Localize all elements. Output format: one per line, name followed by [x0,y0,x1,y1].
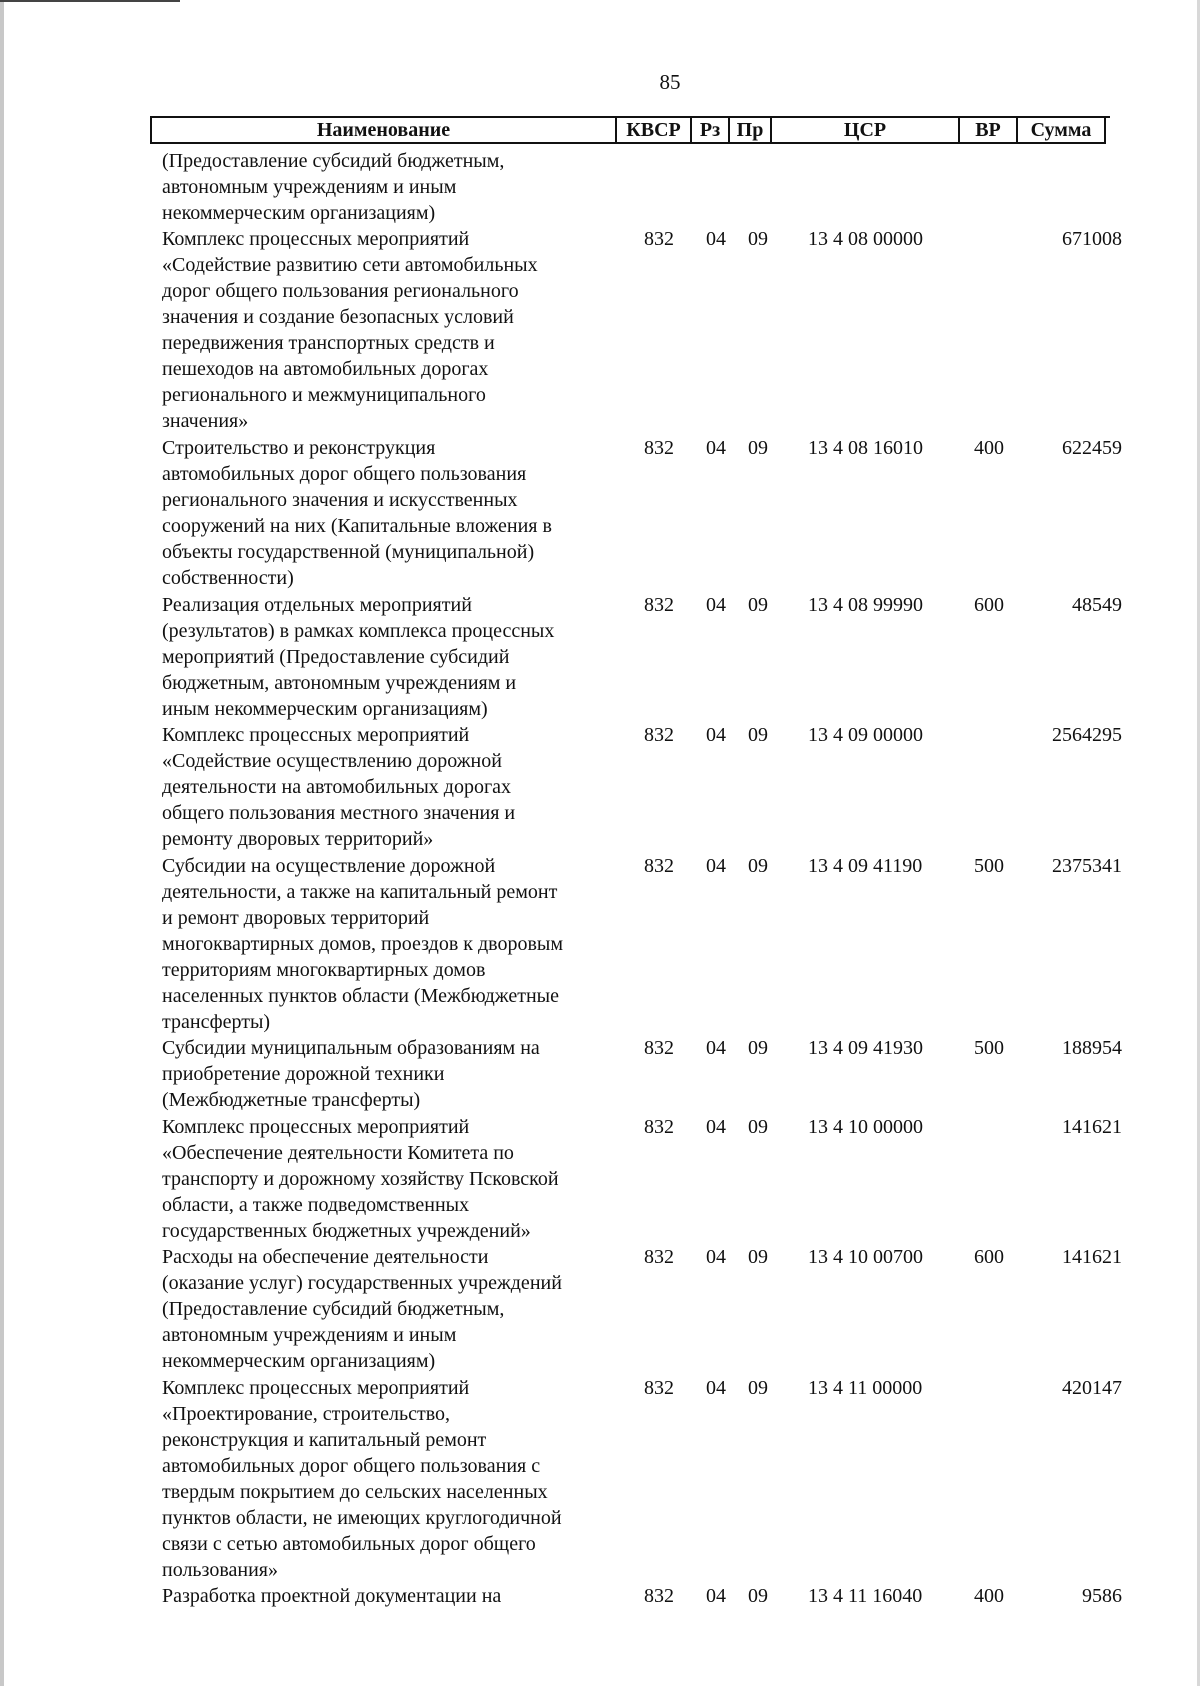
row-name-line: Расходы на обеспечение деятельности [162,1246,489,1269]
row-kvsr: 832 [644,1246,674,1269]
row-name-line: Реализация отдельных мероприятий [162,593,472,616]
row-name-line: мероприятий (Предоставление субсидий [162,645,510,668]
row-name [162,722,617,852]
row-kvsr: 832 [644,1115,674,1138]
row-name-line: (Предоставление субсидий бюджетным, [162,1298,505,1321]
row-vr: 500 [974,854,1004,877]
table-row [0,1035,1200,1113]
row-name-line: реконструкция и капитальный ремонт [162,1428,487,1451]
row-name-line: «Проектирование, строительство, [162,1402,451,1425]
row-name [162,435,617,591]
row-pr: 09 [748,724,768,747]
table-row [0,1583,1200,1609]
row-csr: 13 4 08 99990 [808,593,923,616]
row-name-line: объекты государственной (муниципальной) [162,541,535,564]
row-name-line: общего пользования местного значения и [162,802,516,825]
row-name-line: приобретение дорожной техники [162,1063,445,1086]
row-name-line: бюджетным, автономным учреждениям и [162,671,517,694]
row-name-line: автомобильных дорог общего пользования [162,463,527,486]
row-name-line: ремонту дворовых территорий» [162,828,434,851]
row-name [162,226,617,434]
row-name-line: автономным учреждениям и иным [162,176,457,198]
row-name-line: (Предоставление субсидий бюджетным, [162,150,505,172]
row-name-line: государственных бюджетных учреждений» [162,1219,531,1242]
table-row [0,1244,1200,1375]
row-csr: 13 4 11 00000 [808,1376,923,1399]
row-name [162,853,617,1035]
row-csr: 13 4 10 00700 [808,1246,923,1269]
row-sum: 141621 [1062,1246,1122,1269]
row-sum: 188954 [1062,1037,1122,1060]
row-rz: 04 [706,1585,726,1608]
row-name-line: Комплекс процессных мероприятий [162,724,470,747]
table-body [0,148,1200,1610]
row-pr: 09 [748,1115,768,1138]
row-name-line: «Содействие осуществлению дорожной [162,750,502,773]
row-pr: 09 [748,854,768,877]
row-name-line: Разработка проектной документации на [162,1585,502,1608]
row-kvsr: 832 [644,1037,674,1060]
row-sum: 622459 [1062,437,1122,460]
row-name-line: некоммерческим организациям) [162,1350,436,1373]
row-csr: 13 4 09 00000 [808,724,923,747]
row-vr: 600 [974,1246,1004,1269]
row-pr: 09 [748,228,768,251]
row-name-line: (оказание услуг) государственных учреждений [162,1272,562,1295]
row-name-line: территориям многоквартирных домов [162,958,486,981]
row-name-line: транспорту и дорожному хозяйству Псковской [162,1167,559,1190]
row-pr: 09 [748,1037,768,1060]
row-vr: 600 [974,593,1004,616]
row-rz: 04 [706,1037,726,1060]
row-vr: 500 [974,1037,1004,1060]
row-name-line: населенных пунктов области (Межбюджетные [162,984,559,1007]
row-rz: 04 [706,854,726,877]
row-sum: 2564295 [1052,724,1122,747]
row-pr: 09 [748,1585,768,1608]
row-pr: 09 [748,437,768,460]
row-csr: 13 4 11 16040 [808,1585,923,1608]
row-name [162,148,617,226]
row-name-line: значения и создание безопасных условий [162,306,514,329]
row-name-line: пешеходов на автомобильных дорогах [162,358,489,381]
row-csr: 13 4 08 00000 [808,228,923,251]
row-name-line: многоквартирных домов, проездов к дворовым [162,932,564,955]
row-kvsr: 832 [644,593,674,616]
row-vr: 400 [974,1585,1004,1608]
row-rz: 04 [706,1246,726,1269]
row-name-line: значения» [162,410,249,433]
row-name-line: «Обеспечение деятельности Комитета по [162,1141,514,1164]
table-row [0,722,1200,853]
row-kvsr: 832 [644,1585,674,1608]
row-rz: 04 [706,1376,726,1399]
row-rz: 04 [706,228,726,251]
row-rz: 04 [706,724,726,747]
table-row [0,148,1200,226]
row-name-line: регионального значения и искусственных [162,489,518,512]
table-row [0,592,1200,723]
header-csr: ЦСР [770,118,960,144]
row-name-line: передвижения транспортных средств и [162,332,495,355]
row-name-line: Комплекс процессных мероприятий [162,1376,470,1399]
row-csr: 13 4 10 00000 [808,1115,923,1138]
row-sum: 2375341 [1052,854,1122,877]
row-sum: 671008 [1062,228,1122,251]
row-name [162,1035,617,1113]
row-kvsr: 832 [644,437,674,460]
table-row [0,226,1200,435]
table-row [0,1375,1200,1584]
row-pr: 09 [748,1246,768,1269]
row-csr: 13 4 09 41930 [808,1037,923,1060]
row-name-line: деятельности на автомобильных дорогах [162,776,512,799]
row-name-line: иным некоммерческим организациям) [162,697,488,720]
header-rz: Рз [690,118,730,144]
header-name: Наименование [150,118,617,144]
row-name-line: связи с сетью автомобильных дорог общего [162,1532,536,1555]
table-header [150,116,1110,144]
row-vr: 400 [974,437,1004,460]
row-name-line: и ремонт дворовых территорий [162,906,430,929]
row-kvsr: 832 [644,724,674,747]
row-name-line: собственности) [162,567,294,590]
row-rz: 04 [706,593,726,616]
row-name-line: регионального и межмуниципального [162,384,486,407]
row-name-line: некоммерческим организациям) [162,202,436,224]
scan-top-line [0,0,180,2]
row-name-line: Комплекс процессных мероприятий [162,228,470,251]
table-row [0,435,1200,592]
page-number: 85 [659,70,681,94]
row-sum: 9586 [1082,1585,1122,1608]
row-name-line: Комплекс процессных мероприятий [162,1115,470,1138]
row-name [162,592,617,722]
table-row [0,853,1200,1036]
row-rz: 04 [706,1115,726,1138]
row-name [162,1583,617,1609]
row-name-line: Субсидии муниципальным образованиям на [162,1037,540,1060]
row-sum: 141621 [1062,1115,1122,1138]
row-kvsr: 832 [644,854,674,877]
row-name-line: автономным учреждениям и иным [162,1324,457,1347]
row-name-line: Субсидии на осуществление дорожной [162,854,496,877]
row-pr: 09 [748,1376,768,1399]
row-name [162,1114,617,1244]
row-kvsr: 832 [644,1376,674,1399]
row-name-line: автомобильных дорог общего пользования с [162,1454,541,1477]
header-pr: Пр [728,118,772,144]
row-csr: 13 4 08 16010 [808,437,923,460]
row-name-line: Строительство и реконструкция [162,437,436,460]
row-name-line: деятельности, а также на капитальный ремонт [162,880,558,903]
row-sum: 48549 [1072,593,1122,616]
header-kvsr: КВСР [615,118,692,144]
row-name-line: (результатов) в рамках комплекса процессных [162,619,555,642]
row-kvsr: 832 [644,228,674,251]
row-name [162,1375,617,1583]
row-name-line: дорог общего пользования регионального [162,280,519,303]
row-name [162,1244,617,1374]
header-vr: ВР [958,118,1018,144]
header-sum: Сумма [1016,118,1106,144]
row-rz: 04 [706,437,726,460]
row-name-line: твердым покрытием до сельских населенных [162,1480,548,1503]
row-csr: 13 4 09 41190 [808,854,923,877]
row-name-line: «Содействие развитию сети автомобильных [162,254,538,277]
row-name-line: области, а также подведомственных [162,1193,470,1216]
row-name-line: сооружений на них (Капитальные вложения в [162,515,552,538]
row-sum: 420147 [1062,1376,1122,1399]
table-row [0,1114,1200,1245]
row-pr: 09 [748,593,768,616]
row-name-line: пользования» [162,1558,278,1581]
row-name-line: (Межбюджетные трансферты) [162,1089,421,1112]
row-name-line: пунктов области, не имеющих круглогодичной [162,1506,562,1529]
row-name-line: трансферты) [162,1010,271,1033]
